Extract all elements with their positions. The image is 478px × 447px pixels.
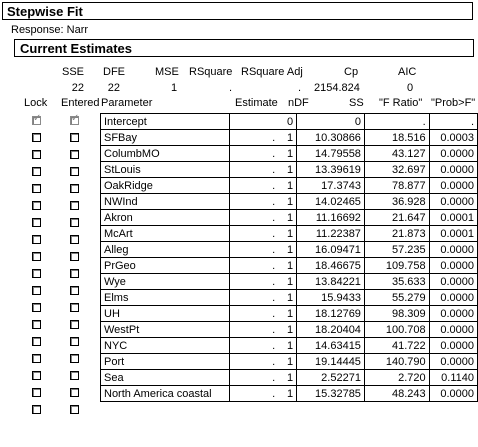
ss-cell: 10.30866 [297, 130, 365, 146]
entered-checkbox[interactable] [70, 320, 79, 329]
summary-header-rsquare-adj: RSquare Adj [241, 66, 303, 78]
lock-checkbox[interactable] [32, 218, 41, 227]
entered-checkbox[interactable] [70, 184, 79, 193]
parameter-cell: Sea [101, 370, 230, 386]
f-ratio-cell: 36.928 [364, 194, 429, 210]
prob-f-cell: 0.0000 [429, 194, 477, 210]
table-row [101, 370, 478, 386]
ndf-cell: 1 [278, 354, 296, 370]
column-header-parameter: Parameter [101, 97, 153, 109]
parameter-cell: SFBay [101, 130, 230, 146]
entered-checkbox[interactable] [70, 252, 79, 261]
column-header-ss: SS [349, 97, 364, 109]
column-header-f-ratio: "F Ratio" [379, 97, 423, 109]
f-ratio-cell: 35.633 [364, 274, 429, 290]
estimate-cell: . [229, 242, 278, 258]
prob-f-cell: 0.1140 [429, 370, 477, 386]
entered-checkbox[interactable] [70, 150, 79, 159]
lock-checkbox[interactable] [32, 405, 41, 414]
prob-f-cell: 0.0000 [429, 290, 477, 306]
lock-checkbox[interactable] [32, 252, 41, 261]
ndf-cell: 1 [278, 146, 296, 162]
column-header-lock: Lock [24, 97, 48, 109]
entered-checkbox[interactable] [70, 405, 79, 414]
prob-f-cell: 0.0003 [429, 130, 477, 146]
f-ratio-cell: 55.279 [364, 290, 429, 306]
lock-checkbox[interactable] [32, 371, 41, 380]
ss-cell: 2.52271 [297, 370, 365, 386]
table-row [101, 194, 478, 210]
lock-checkbox[interactable] [32, 116, 41, 125]
ndf-cell: 1 [278, 130, 296, 146]
entered-checkbox[interactable] [70, 269, 79, 278]
table-row [101, 354, 478, 370]
lock-checkbox[interactable] [32, 235, 41, 244]
f-ratio-cell: 21.647 [364, 210, 429, 226]
ndf-cell: 1 [278, 338, 296, 354]
f-ratio-cell: 2.720 [364, 370, 429, 386]
lock-checkbox[interactable] [32, 388, 41, 397]
parameter-cell: Alleg [101, 242, 230, 258]
table-row [101, 306, 478, 322]
ndf-cell: 1 [278, 290, 296, 306]
prob-f-cell: 0.0000 [429, 258, 477, 274]
lock-checkbox[interactable] [32, 337, 41, 346]
table-row [101, 210, 478, 226]
report-title-bar[interactable] [2, 2, 473, 20]
parameter-cell: Port [101, 354, 230, 370]
estimate-cell: . [229, 258, 278, 274]
response-label: Response: Narr [11, 24, 89, 36]
table-row [101, 386, 478, 402]
table-row [101, 322, 478, 338]
ss-cell: 11.16692 [297, 210, 365, 226]
entered-checkbox[interactable] [70, 388, 79, 397]
summary-value-sse: 22 [71, 82, 84, 94]
table-row [101, 162, 478, 178]
ss-cell: 11.22387 [297, 226, 365, 242]
table-row [101, 226, 478, 242]
prob-f-cell: 0.0000 [429, 146, 477, 162]
table-row [101, 290, 478, 306]
estimate-cell: . [229, 290, 278, 306]
parameter-cell: PrGeo [101, 258, 230, 274]
parameter-cell: NYC [101, 338, 230, 354]
prob-f-cell: 0.0000 [429, 386, 477, 402]
estimate-cell: . [229, 210, 278, 226]
column-header-prob-f: "Prob>F" [431, 97, 476, 109]
lock-checkbox[interactable] [32, 201, 41, 210]
parameter-cell: NWInd [101, 194, 230, 210]
lock-checkbox[interactable] [32, 320, 41, 329]
summary-value-rsquare: . [229, 82, 233, 94]
f-ratio-cell: 18.516 [364, 130, 429, 146]
lock-checkbox[interactable] [32, 167, 41, 176]
summary-header-rsquare: RSquare [189, 66, 233, 78]
lock-checkbox[interactable] [32, 150, 41, 159]
f-ratio-cell: 48.243 [364, 386, 429, 402]
summary-value-aic: 0 [407, 82, 414, 94]
ndf-cell: 0 [278, 114, 296, 130]
summary-header-sse: SSE [62, 66, 85, 78]
ss-cell: 17.3743 [297, 178, 365, 194]
prob-f-cell: 0.0000 [429, 354, 477, 370]
ss-cell: 14.02465 [297, 194, 365, 210]
estimate-cell: . [229, 162, 278, 178]
ndf-cell: 1 [278, 306, 296, 322]
report-title: Stepwise Fit [7, 4, 83, 19]
ndf-cell: 1 [278, 370, 296, 386]
ss-cell: 18.20404 [297, 322, 365, 338]
entered-checkbox[interactable] [70, 337, 79, 346]
estimate-cell: . [229, 354, 278, 370]
entered-checkbox[interactable] [70, 133, 79, 142]
estimate-cell: . [229, 322, 278, 338]
estimate-cell: . [229, 194, 278, 210]
estimate-cell: . [229, 146, 278, 162]
estimate-cell: . [229, 130, 278, 146]
summary-value-dfe: 22 [107, 82, 120, 94]
f-ratio-cell: 100.708 [364, 322, 429, 338]
prob-f-cell: 0.0000 [429, 306, 477, 322]
lock-checkbox[interactable] [32, 303, 41, 312]
summary-header-cp: Cp [344, 66, 359, 78]
lock-checkbox[interactable] [32, 354, 41, 363]
f-ratio-cell: 57.235 [364, 242, 429, 258]
summary-value-cp: 2154.824 [314, 82, 360, 94]
lock-checkbox[interactable] [32, 286, 41, 295]
summary-value-rsquare-adj: . [298, 82, 302, 94]
lock-checkbox[interactable] [32, 184, 41, 193]
prob-f-cell: 0.0000 [429, 322, 477, 338]
ndf-cell: 1 [278, 178, 296, 194]
estimate-cell: . [229, 386, 278, 402]
table-row [101, 178, 478, 194]
estimate-cell: . [229, 274, 278, 290]
table-row [101, 146, 478, 162]
parameter-cell: Wye [101, 274, 230, 290]
prob-f-cell: 0.0000 [429, 242, 477, 258]
prob-f-cell: 0.0001 [429, 210, 477, 226]
parameter-cell: WestPt [101, 322, 230, 338]
prob-f-cell: 0.0000 [429, 274, 477, 290]
column-header-estimate: Estimate [235, 97, 278, 109]
prob-f-cell: 0.0000 [429, 338, 477, 354]
column-header-entered: Entered [61, 97, 100, 109]
prob-f-cell: 0.0000 [429, 178, 477, 194]
current-estimates-outline-header[interactable] [14, 39, 474, 57]
estimate-cell: . [229, 338, 278, 354]
entered-checkbox[interactable] [70, 354, 79, 363]
ss-cell: 0 [297, 114, 365, 130]
table-row [101, 130, 478, 146]
parameter-cell: ColumbMO [101, 146, 230, 162]
ss-cell: 18.46675 [297, 258, 365, 274]
ss-cell: 14.63415 [297, 338, 365, 354]
table-row [101, 274, 478, 290]
summary-header-mse: MSE [155, 66, 179, 78]
ndf-cell: 1 [278, 386, 296, 402]
entered-checkbox[interactable] [70, 116, 79, 125]
entered-checkbox[interactable] [70, 286, 79, 295]
entered-checkbox[interactable] [70, 201, 79, 210]
estimate-cell: . [229, 178, 278, 194]
ss-cell: 16.09471 [297, 242, 365, 258]
entered-checkbox[interactable] [70, 235, 79, 244]
ss-cell: 18.12769 [297, 306, 365, 322]
summary-header-dfe: DFE [103, 66, 125, 78]
f-ratio-cell: . [364, 114, 429, 130]
ss-cell: 15.32785 [297, 386, 365, 402]
ndf-cell: 1 [278, 226, 296, 242]
estimate-cell: . [229, 226, 278, 242]
lock-checkbox[interactable] [32, 133, 41, 142]
parameter-cell: Intercept [101, 114, 230, 130]
ndf-cell: 1 [278, 194, 296, 210]
ndf-cell: 1 [278, 210, 296, 226]
lock-checkbox[interactable] [32, 269, 41, 278]
ss-cell: 13.84221 [297, 274, 365, 290]
parameter-cell: StLouis [101, 162, 230, 178]
parameter-cell: North America coastal [101, 386, 230, 402]
parameter-cell: McArt [101, 226, 230, 242]
summary-header-aic: AIC [398, 66, 417, 78]
ss-cell: 15.9433 [297, 290, 365, 306]
ndf-cell: 1 [278, 322, 296, 338]
ss-cell: 19.14445 [297, 354, 365, 370]
f-ratio-cell: 98.309 [364, 306, 429, 322]
table-row [101, 338, 478, 354]
ss-cell: 13.39619 [297, 162, 365, 178]
table-row [101, 258, 478, 274]
f-ratio-cell: 140.790 [364, 354, 429, 370]
estimate-cell: . [229, 370, 278, 386]
estimate-cell [229, 114, 278, 130]
parameter-cell: OakRidge [101, 178, 230, 194]
table-row [101, 242, 478, 258]
entered-checkbox[interactable] [70, 303, 79, 312]
estimate-cell: . [229, 306, 278, 322]
f-ratio-cell: 41.722 [364, 338, 429, 354]
ss-cell: 14.79558 [297, 146, 365, 162]
entered-checkbox[interactable] [70, 218, 79, 227]
parameter-cell: Akron [101, 210, 230, 226]
parameter-cell: Elms [101, 290, 230, 306]
ndf-cell: 1 [278, 274, 296, 290]
column-header-ndf: nDF [288, 97, 309, 109]
prob-f-cell: . [429, 114, 477, 130]
ndf-cell: 1 [278, 162, 296, 178]
f-ratio-cell: 21.873 [364, 226, 429, 242]
ndf-cell: 1 [278, 242, 296, 258]
prob-f-cell: 0.0001 [429, 226, 477, 242]
f-ratio-cell: 32.697 [364, 162, 429, 178]
section-title: Current Estimates [20, 41, 132, 56]
f-ratio-cell: 109.758 [364, 258, 429, 274]
ndf-cell: 1 [278, 258, 296, 274]
parameter-cell: UH [101, 306, 230, 322]
f-ratio-cell: 78.877 [364, 178, 429, 194]
entered-checkbox[interactable] [70, 167, 79, 176]
table-row [101, 114, 478, 130]
prob-f-cell: 0.0000 [429, 162, 477, 178]
f-ratio-cell: 43.127 [364, 146, 429, 162]
current-estimates-table [100, 113, 478, 402]
summary-value-mse: 1 [171, 82, 178, 94]
entered-checkbox[interactable] [70, 371, 79, 380]
